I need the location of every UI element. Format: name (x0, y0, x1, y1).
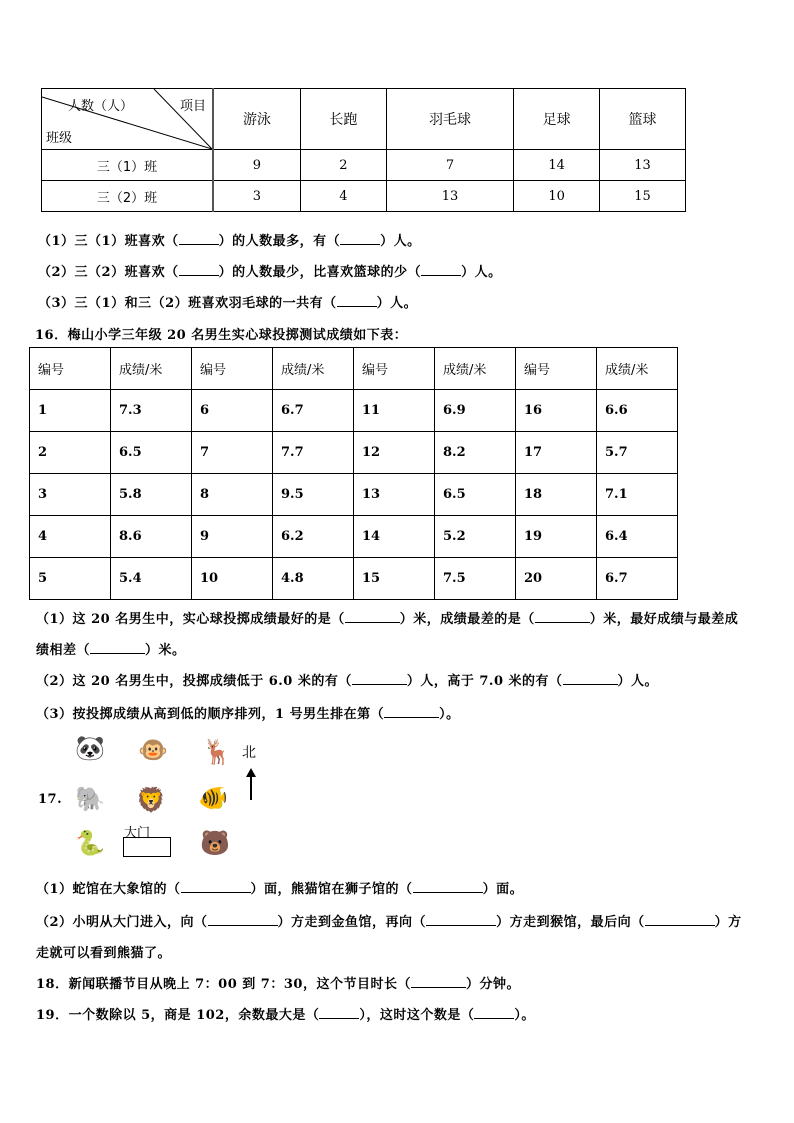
question-15-2: （2）三（2）班喜欢（ ）的人数最少，比喜欢篮球的少（ ）人。 (38, 265, 502, 280)
table-cell: 8 (192, 474, 273, 516)
table-corner-header (42, 89, 214, 150)
table-row (30, 390, 678, 432)
table-cell: 12 (354, 432, 435, 474)
table-cell: 7.3 (111, 390, 192, 432)
column-header: 成绩/米 (273, 348, 354, 390)
question-15-1: （1）三（1）班喜欢（ ）的人数最多，有（ ）人。 (38, 234, 421, 249)
table-cell: 10 (192, 558, 273, 600)
table-cell: 4 (30, 516, 111, 558)
table-cell: 6.7 (597, 558, 678, 600)
north-arrow-icon (246, 768, 256, 800)
question-16-2: （2）这 20 名男生中，投掷成绩低于 6.0 米的有（ ）人，高于 7.0 米的有（ ）人。 (36, 674, 659, 689)
table-row (30, 474, 678, 516)
table-cell: 7.5 (435, 558, 516, 600)
table-row (42, 150, 686, 181)
question-18: 18．新闻联播节目从晚上 7：00 到 7：30，这个节目时长（ ）分钟。 (36, 977, 520, 992)
answer-blank[interactable] (645, 913, 715, 926)
monkey-icon: 🐵 (138, 736, 168, 764)
table-cell: 2 (30, 432, 111, 474)
table-row (30, 516, 678, 558)
table-cell: 6.4 (597, 516, 678, 558)
column-header: 羽毛球 (386, 89, 513, 150)
table-header-row (30, 348, 678, 390)
table-cell: 16 (516, 390, 597, 432)
question-17-number: 17. (38, 792, 63, 807)
elephant-icon: 🐘 (75, 785, 105, 813)
table-cell: 7.7 (273, 432, 354, 474)
class-name: 三（2）班 (42, 181, 214, 212)
table-cell: 8.2 (435, 432, 516, 474)
table-cell: 13 (354, 474, 435, 516)
question-16-1-cont: 绩相差（ ）米。 (36, 643, 186, 658)
table-cell: 7.1 (597, 474, 678, 516)
table-cell: 15 (600, 181, 686, 212)
question-17-1: （1）蛇馆在大象馆的（ ）面，熊猫馆在狮子馆的（ ）面。 (36, 882, 524, 897)
column-header: 编号 (30, 348, 111, 390)
answer-blank[interactable] (319, 1006, 359, 1019)
column-header: 编号 (192, 348, 273, 390)
question-17-2: （2）小明从大门进入，向（ ）方走到金鱼馆，再向（ ）方走到猴馆，最后向（ ）方 (36, 915, 742, 930)
column-header: 游泳 (213, 89, 300, 150)
corner-label-item: 项目 (179, 99, 206, 114)
answer-blank[interactable] (90, 641, 145, 654)
class-sports-table (41, 88, 686, 212)
answer-blank[interactable] (208, 913, 278, 926)
table-cell: 11 (354, 390, 435, 432)
throw-scores-table (29, 347, 678, 600)
column-header: 长跑 (300, 89, 386, 150)
table-cell: 17 (516, 432, 597, 474)
north-label: 北 (242, 745, 256, 761)
goldfish-icon: 🐠 (198, 784, 228, 812)
table-cell: 6.5 (435, 474, 516, 516)
snake-icon: 🐍 (75, 829, 105, 857)
lion-icon: 🦁 (136, 786, 166, 814)
table-cell: 5.4 (111, 558, 192, 600)
table-cell: 2 (300, 150, 386, 181)
bear-icon: 🐻 (200, 829, 230, 857)
table-cell: 4.8 (273, 558, 354, 600)
column-header: 编号 (516, 348, 597, 390)
table-cell: 3 (213, 181, 300, 212)
table-cell: 13 (386, 181, 513, 212)
answer-blank[interactable] (352, 672, 407, 685)
table-cell: 9.5 (273, 474, 354, 516)
answer-blank[interactable] (421, 263, 461, 276)
table-cell: 7 (192, 432, 273, 474)
answer-blank[interactable] (413, 880, 483, 893)
table-row (42, 181, 686, 212)
answer-blank[interactable] (179, 263, 219, 276)
table-cell: 14 (354, 516, 435, 558)
table-cell: 15 (354, 558, 435, 600)
answer-blank[interactable] (181, 880, 251, 893)
table-cell: 1 (30, 390, 111, 432)
answer-blank[interactable] (345, 610, 400, 623)
table-cell: 6.2 (273, 516, 354, 558)
class-name: 三（1）班 (42, 150, 214, 181)
answer-blank[interactable] (411, 975, 466, 988)
answer-blank[interactable] (426, 913, 496, 926)
table-cell: 6 (192, 390, 273, 432)
deer-icon: 🦌 (202, 738, 232, 766)
table-cell: 14 (514, 150, 600, 181)
table-cell: 6.7 (273, 390, 354, 432)
table-row (30, 432, 678, 474)
gate-label: 大门 (124, 826, 151, 841)
table-cell: 4 (300, 181, 386, 212)
answer-blank[interactable] (340, 232, 380, 245)
table-cell: 20 (516, 558, 597, 600)
table-cell: 5.8 (111, 474, 192, 516)
answer-blank[interactable] (474, 1006, 514, 1019)
table-cell: 9 (192, 516, 273, 558)
gate-box (123, 837, 171, 857)
table-cell: 6.6 (597, 390, 678, 432)
panda-icon: 🐼 (75, 734, 105, 762)
question-15-3: （3）三（1）和三（2）班喜欢羽毛球的一共有（ ）人。 (38, 296, 418, 311)
question-16-title: 16．梅山小学三年级 20 名男生实心球投掷测试成绩如下表： (35, 328, 408, 343)
table-cell: 5.7 (597, 432, 678, 474)
column-header: 成绩/米 (111, 348, 192, 390)
answer-blank[interactable] (179, 232, 219, 245)
answer-blank[interactable] (384, 705, 439, 718)
table-cell: 7 (386, 150, 513, 181)
table-cell: 10 (514, 181, 600, 212)
answer-blank[interactable] (337, 294, 377, 307)
corner-label-count: 人数（人） (68, 99, 134, 114)
answer-blank[interactable] (563, 672, 618, 685)
question-19: 19．一个数除以 5，商是 102，余数最大是（ ），这时这个数是（ ）。 (36, 1008, 535, 1023)
table-cell: 5 (30, 558, 111, 600)
table-cell: 9 (213, 150, 300, 181)
table-cell: 5.2 (435, 516, 516, 558)
question-16-1: （1）这 20 名男生中，实心球投掷成绩最好的是（ ）米，成绩最差的是（ ）米，最好成绩与最差成 (36, 612, 739, 627)
column-header: 足球 (514, 89, 600, 150)
column-header: 篮球 (600, 89, 686, 150)
table-cell: 6.9 (435, 390, 516, 432)
column-header: 成绩/米 (435, 348, 516, 390)
table-cell: 18 (516, 474, 597, 516)
corner-label-class: 班级 (46, 131, 73, 146)
table-cell: 3 (30, 474, 111, 516)
table-cell: 8.6 (111, 516, 192, 558)
table-cell: 19 (516, 516, 597, 558)
table-row (30, 558, 678, 600)
question-17-2-cont: 走就可以看到熊猫了。 (36, 946, 172, 961)
column-header: 编号 (354, 348, 435, 390)
answer-blank[interactable] (535, 610, 590, 623)
question-16-3: （3）按投掷成绩从高到低的顺序排列，1 号男生排在第（ ）。 (36, 707, 460, 722)
column-header: 成绩/米 (597, 348, 678, 390)
table-cell: 6.5 (111, 432, 192, 474)
table-cell: 13 (600, 150, 686, 181)
